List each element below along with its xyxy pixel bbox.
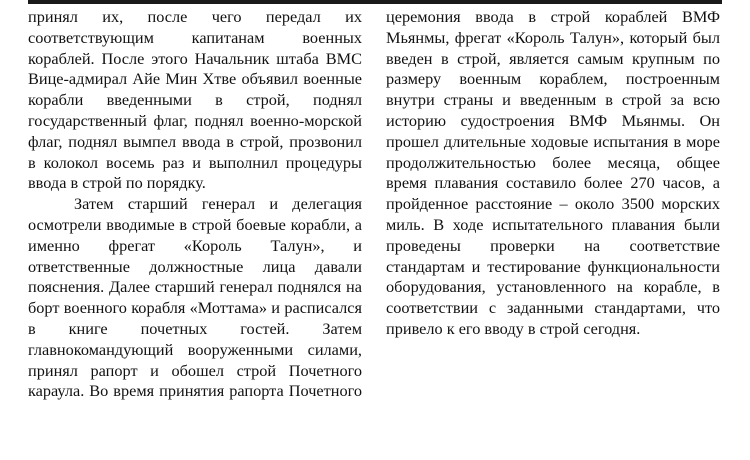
top-rule (28, 0, 722, 4)
right-column (386, 7, 720, 340)
right-paragraph-1: церемония ввода в строй кораблей ВМФ Мьянмы, фрегат «Король Талун», который был введен в строй, является самым крупным по размеру военным кораблем, построенным внутри страны и введенным в строй за всю историю судостроения ВМФ Мьянмы. Он прошел длительные ходовые испытания в море продолжительностью более месяца, общее время плавания составило более 270 часов, а пройденное расстояние – около 3500 морских миль. В ходе испытательного плавания были проведены проверки на соответствие стандартам и тестирование функциональности оборудования, установленного на корабле, в соответствии с заданными стандартами, что привело к его вводу в строй сегодня. (386, 7, 720, 338)
left-paragraph-2: Затем старший генерал и делегация осмотрели вводимые в строй боевые корабли, а именно фрегат «Король Талун», и ответственные должностные лица давали пояснения. Далее старший генерал поднялся на борт военного корабля «Моттама» и расписался в книге почетных гостей. Затем главнокомандующий вооруженными силами, принял рапорт и обошел строй Почетного караула. Во время принятия рапорта Почетного (28, 194, 362, 401)
left-column (28, 7, 362, 402)
left-paragraph-1: принял их, после чего передал их соответствующим капитанам военных кораблей. После этого Начальник штаба ВМС Вице-адмирал Айе Мин Хтве объявил военные корабли введенными в строй, поднял государственный флаг, поднял военно-морской флаг, поднял вымпел ввода в строй, прозвонил в колокол восемь раз и выполнил процедуры ввода в строй по порядку. (28, 7, 362, 193)
